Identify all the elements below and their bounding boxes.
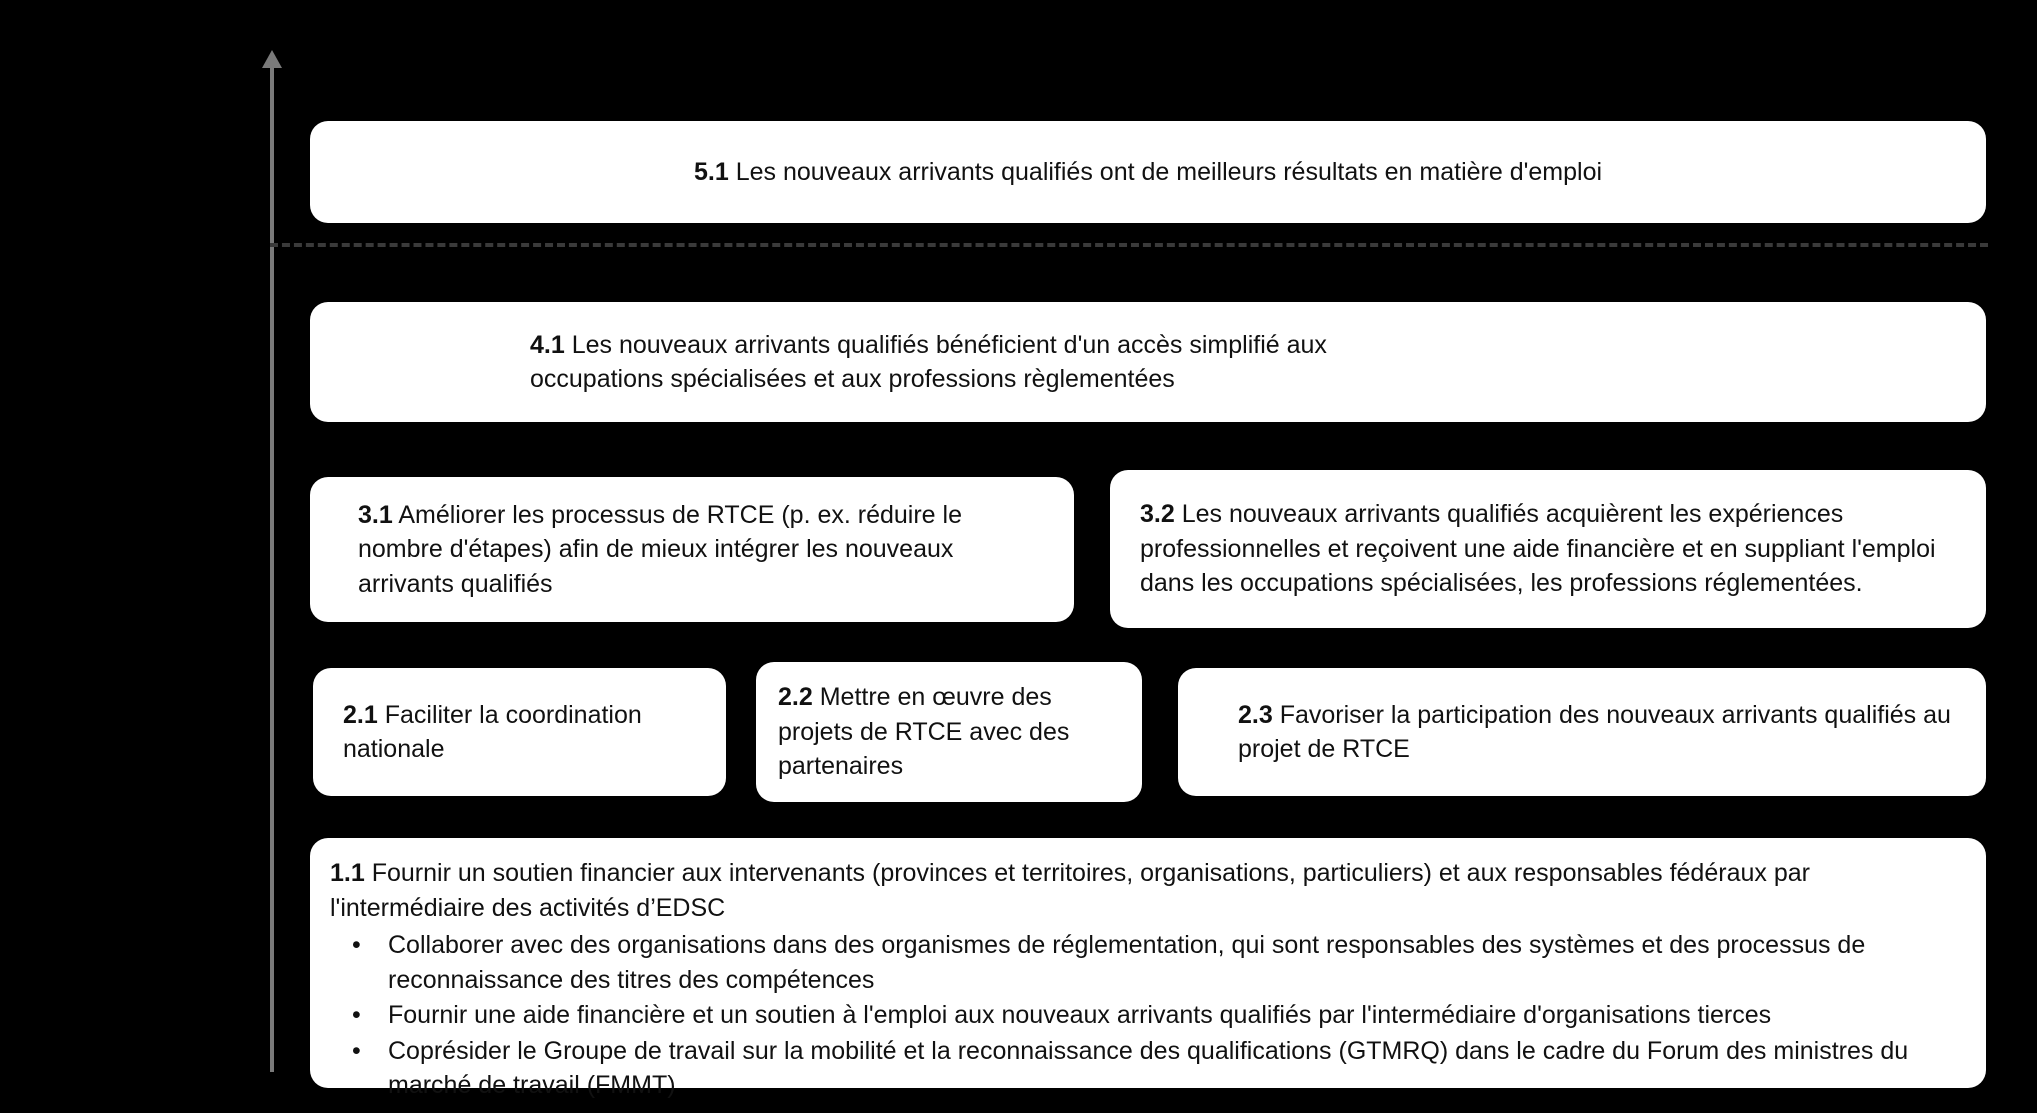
card-2-3[interactable] bbox=[1178, 668, 1986, 796]
card-2-3-number: 2.3 bbox=[1238, 700, 1273, 729]
card-2-3-text bbox=[1238, 698, 1962, 767]
card-4-1-number: 4.1 bbox=[530, 330, 565, 359]
card-4-1-body-line-1: Les nouveaux arrivants qualifiés bénéficient d'un accès simplifié aux bbox=[571, 330, 1327, 359]
card-3-2-number: 3.2 bbox=[1140, 500, 1175, 529]
card-5-1[interactable] bbox=[310, 121, 1986, 223]
bullet-glyph-icon: • bbox=[352, 1001, 361, 1029]
arrow-shaft bbox=[270, 64, 274, 1072]
card-1-1-lead bbox=[330, 856, 1960, 925]
card-3-2-text bbox=[1140, 497, 1956, 601]
list-item bbox=[330, 928, 1960, 997]
card-1-1-lead-body: Fournir un soutien financier aux intervenants (provinces et territoires, organisations, particuliers) et aux responsables fédéraux par l'intermédiaire des activités d’EDSC bbox=[330, 859, 1810, 922]
list-item-text: Coprésider le Groupe de travail sur la mobilité et la reconnaissance des qualifications (GTMRQ) dans le cadre du Forum des ministres du marché de travail (FMMT) bbox=[388, 1036, 1909, 1099]
card-3-2[interactable] bbox=[1110, 470, 1986, 628]
card-2-1-text bbox=[343, 698, 702, 767]
bullet-glyph-icon: • bbox=[352, 931, 361, 959]
card-2-2-number: 2.2 bbox=[778, 683, 813, 712]
card-2-1-number: 2.1 bbox=[343, 700, 378, 729]
outcome-divider bbox=[270, 243, 1988, 247]
list-item bbox=[330, 1034, 1960, 1103]
list-item bbox=[330, 998, 1960, 1033]
list-item-text: Collaborer avec des organisations dans des organismes de réglementation, qui sont responsables des systèmes et des processus de reconnaissance des titres des compétences bbox=[388, 931, 1866, 994]
card-4-1-line-2: occupations spécialisées et aux professions règlementées bbox=[530, 365, 1175, 393]
card-3-1[interactable] bbox=[310, 477, 1074, 622]
card-5-1-text bbox=[694, 155, 1602, 190]
card-1-1-bullet-list bbox=[330, 927, 1960, 1103]
card-1-1[interactable] bbox=[310, 838, 1986, 1099]
card-3-1-number: 3.1 bbox=[358, 500, 393, 529]
bullet-glyph-icon: • bbox=[352, 1036, 361, 1065]
card-2-2-body: Mettre en œuvre des projets de RTCE avec des partenaires bbox=[778, 683, 1070, 781]
progression-arrow-icon bbox=[262, 50, 282, 1072]
card-4-1-line-1 bbox=[530, 328, 1766, 363]
card-3-1-body: Améliorer les processus de RTCE (p. ex. réduire le nombre d'étapes) afin de mieux intégrer les nouveaux arrivants qualifiés bbox=[358, 500, 962, 598]
card-2-1-body: Faciliter la coordination nationale bbox=[343, 700, 642, 763]
card-1-1-number: 1.1 bbox=[330, 859, 365, 887]
card-4-1[interactable] bbox=[310, 302, 1986, 422]
list-item-text: Fournir une aide financière et un soutien à l'emploi aux nouveaux arrivants qualifiés par l'intermédiaire d'organisations tierces bbox=[388, 1001, 1772, 1029]
card-3-2-body: Les nouveaux arrivants qualifiés acquièrent les expériences professionnelles et reçoivent une aide financière et en suppliant l'emploi dans les occupations spécialisées, les professions réglementées. bbox=[1140, 500, 1936, 598]
card-5-1-body: Les nouveaux arrivants qualifiés ont de meilleurs résultats en matière d'emploi bbox=[735, 157, 1603, 186]
card-3-1-text bbox=[358, 498, 1034, 602]
card-2-3-body: Favoriser la participation des nouveaux arrivants qualifiés au projet de RTCE bbox=[1238, 700, 1951, 763]
card-2-2-text bbox=[778, 680, 1122, 784]
card-2-1[interactable] bbox=[313, 668, 726, 796]
card-2-2[interactable] bbox=[756, 662, 1142, 802]
card-5-1-number: 5.1 bbox=[693, 157, 729, 186]
